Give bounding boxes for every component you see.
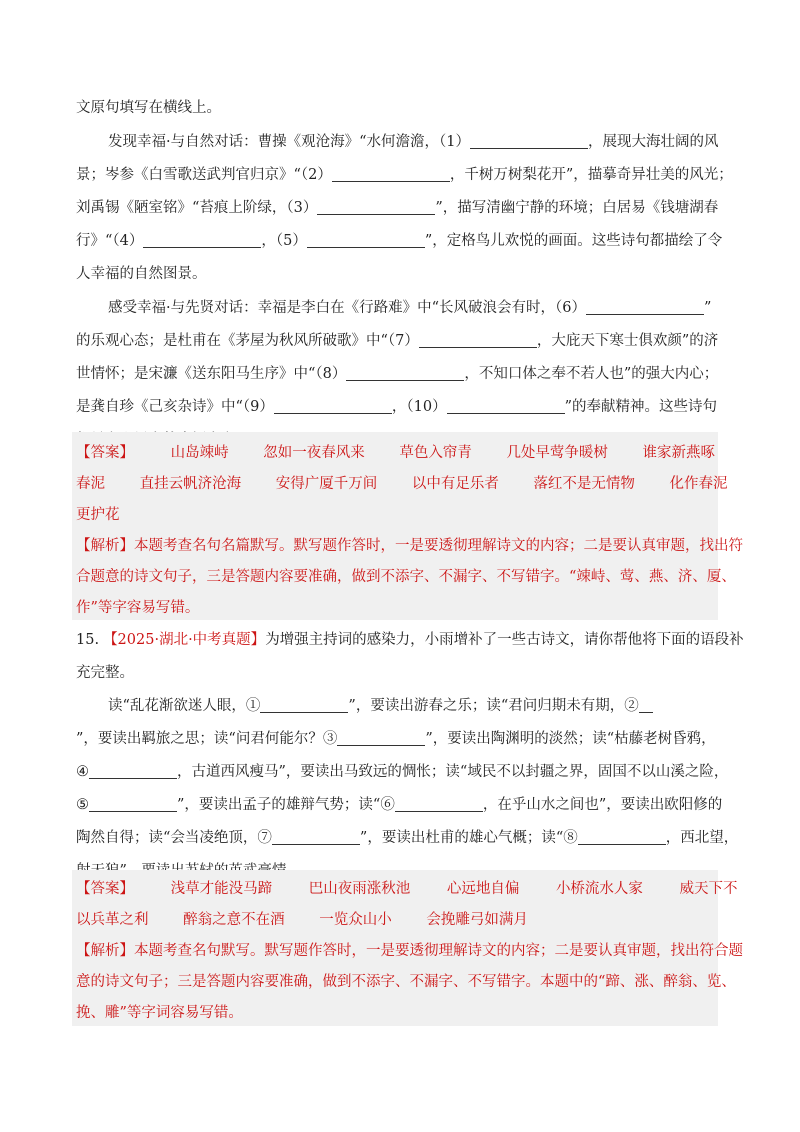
blank-q15-1[interactable] [260, 693, 348, 713]
source-tag: 【2025·湖北·中考真题】 [103, 632, 266, 648]
blank-q15-2[interactable] [639, 693, 653, 713]
q15-line2: ”，要读出羁旅之思；读“问君何能尔？③ ”，要读出陶渊明的淡然；读“枯藤老树昏鸦， [76, 723, 716, 756]
blank-q15-8[interactable] [578, 825, 666, 845]
q15-stem-line1: 15. 【2025·湖北·中考真题】为增强主持词的感染力，小雨增补了一些古诗文，请你帮他将下面的语段补 [76, 632, 744, 648]
answer-item: 会挽雕弓如满月 [426, 912, 528, 928]
q15-analysis-line3: 挽、雕”等字词容易写错。 [76, 1005, 243, 1021]
blank-9[interactable] [274, 394, 392, 414]
blank-1[interactable] [470, 129, 588, 149]
q14-p2-line4: 是龚自珍《己亥杂诗》中“（9） ，（10） ”的奉献精神。这些诗句 [76, 391, 717, 424]
answer-item: 谁家新燕啄 [642, 445, 716, 461]
analysis-label: 【解析】 [76, 538, 134, 554]
answer-item: 更护花 [76, 507, 120, 523]
blank-q15-7[interactable] [272, 825, 360, 845]
answer-label: 【答案】 [76, 445, 134, 461]
q14-analysis-line1: 【解析】本题考查名句名篇默写。默写题作答时，一是要透彻理解诗文的内容；二是要认真审题，找出符 [76, 538, 743, 554]
answer-item: 春泥 [76, 476, 105, 492]
blank-q15-6[interactable] [395, 792, 483, 812]
analysis-label: 【解析】 [76, 943, 134, 959]
q14-p1-line1: 发现幸福·与自然对话：曹操《观沧海》“水何澹澹，（1） ，展现大海壮阔的风 [108, 126, 719, 159]
q14-answer-line3 [76, 499, 120, 532]
q15-line4: ⑤ ”，要读出孟子的雄辩气势；读“⑥ ，在乎山水之间也”，要读出欧阳修的 [76, 789, 722, 822]
q15-answer-line2 [76, 904, 528, 937]
q14-p1-line4: 行》“（4） ，（5） ”，定格鸟儿欢悦的画面。这些诗句都描绘了令 [76, 225, 722, 258]
blank-10[interactable] [447, 394, 565, 414]
answer-item: 巴山夜雨涨秋池 [308, 881, 411, 897]
blank-8[interactable] [346, 361, 464, 381]
q14-analysis-line2: 合题意的诗文句子，三是答题内容要准确，做到不添字、不漏字、不写错字。“竦峙、莺、燕、济、厦、 [76, 569, 736, 585]
answer-item: 以兵革之利 [76, 912, 149, 928]
answer-item: 小桥流水人家 [555, 881, 643, 897]
answer-item: 落红不是无情物 [533, 476, 635, 492]
answer-item: 忽如一夜春风来 [263, 445, 365, 461]
q15-line1: 读“乱花渐欲迷人眼，① ”，要读出游春之乐；读“君问归期未有期，② [108, 690, 653, 723]
q14-p1-line2: 景；岑参《白雪歌送武判官归京》“（2） ，千树万树梨花开”，描摹奇异壮美的风光； [76, 159, 733, 192]
blank-2[interactable] [332, 162, 450, 182]
blank-6[interactable] [586, 295, 704, 315]
answer-label: 【答案】 [76, 881, 134, 897]
q14-p2-line2: 的乐观心态；是杜甫在《茅屋为秋风所破歌》中“（7） ，大庇天下寒士俱欢颜”的济 [76, 325, 718, 358]
blank-7[interactable] [419, 328, 537, 348]
q14-p1-line3: 刘禹锡《陋室铭》“苔痕上阶绿，（3） ”，描写清幽宁静的环境；白居易《钱塘湖春 [76, 192, 718, 225]
q15-analysis-line2: 意的诗文句子；三是答题内容要准确，做到不添字、不漏字、不写错字。本题中的“蹄、涨、醉翁、览、 [76, 974, 736, 990]
answer-item: 醉翁之意不在酒 [183, 912, 285, 928]
answer-item: 化作春泥 [669, 476, 728, 492]
q15-line5: 陶然自得；读“会当凌绝顶，⑦ ”，要读出杜甫的雄心气概；读“⑧ ，西北望， [76, 822, 738, 855]
q15-analysis-line1: 【解析】本题考查名句默写。默写题作答时，一是要透彻理解诗文的内容；二是要认真审题，找出符合题 [76, 943, 743, 959]
answer-item: 威天下不 [679, 881, 738, 897]
q14-answer-line2 [76, 468, 728, 501]
blank-q15-3[interactable] [337, 726, 425, 746]
q15-answer-line1 [76, 873, 738, 906]
q14-analysis-line3: 作”等字容易写错。 [76, 600, 200, 616]
answer-item: 草色入帘青 [399, 445, 472, 461]
blank-3[interactable] [317, 195, 435, 215]
answer-item: 安得广厦千万间 [275, 476, 378, 492]
intro-tail: 文原句填写在横线上。 [76, 100, 221, 116]
blank-q15-5[interactable] [89, 792, 177, 812]
answer-item: 一览众山小 [319, 912, 392, 928]
blank-4[interactable] [143, 228, 261, 248]
answer-item: 浅草才能没马蹄 [170, 881, 273, 897]
q14-p1-line5: 人幸福的自然图景。 [76, 266, 207, 282]
q14-p2-line1: 感受幸福·与先贤对话：幸福是李白在《行路难》中“长风破浪会有时，（6） ” [108, 292, 711, 325]
q15-stem-line2: 充完整。 [76, 665, 134, 681]
answer-item: 心远地自偏 [446, 881, 520, 897]
answer-item: 直挂云帆济沧海 [139, 476, 242, 492]
q14-p2-line3: 世情怀；是宋濂《送东阳马生序》中“（8） ，不知口体之奉不若人也”的强大内心； [76, 358, 718, 391]
q14-answer-line1 [76, 437, 715, 470]
q15-line3: ④ ，古道西风瘦马”，要读出马致远的惆怅；读“域民不以封疆之界，固国不以山溪之险， [76, 756, 728, 789]
blank-5[interactable] [307, 228, 425, 248]
blank-q15-4[interactable] [89, 759, 177, 779]
answer-item: 山岛竦峙 [170, 445, 229, 461]
question-number: 15. [76, 632, 100, 648]
answer-item: 以中有足乐者 [411, 476, 499, 492]
answer-item: 几处早莺争暖树 [506, 445, 608, 461]
